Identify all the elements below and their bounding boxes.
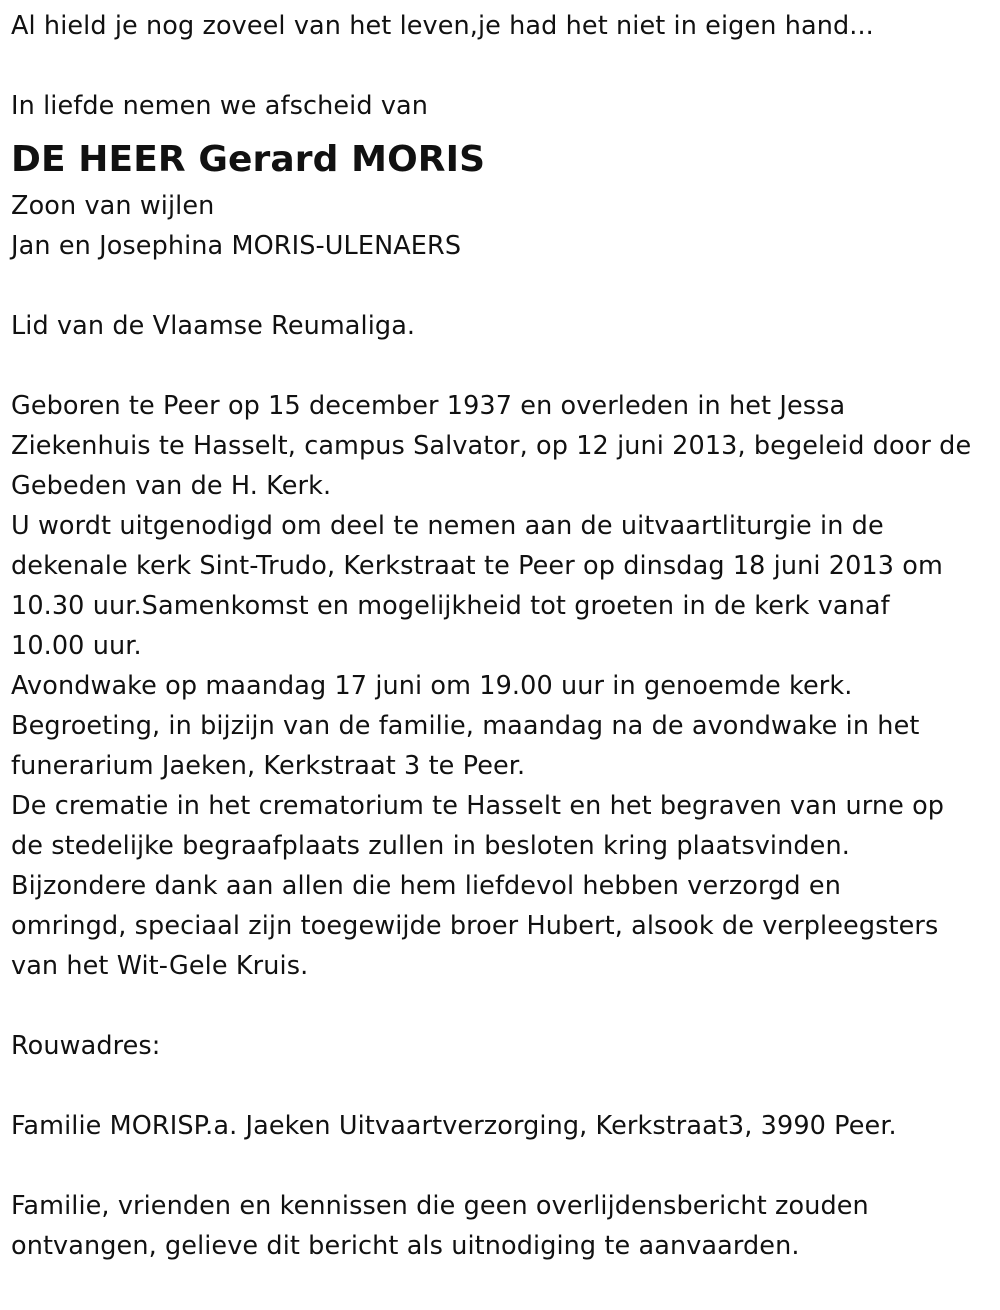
closing-line-1: Familie, vrienden en kennissen die geen overlijdensbericht zouden (11, 1191, 869, 1221)
spacer (11, 1146, 993, 1186)
body-paragraph (11, 386, 993, 986)
body-line: omringd, speciaal zijn toegewijde broer Hubert, alsook de verpleegsters (11, 911, 939, 941)
body-line: van het Wit-Gele Kruis. (11, 951, 309, 981)
body-line: Avondwake op maandag 17 juni om 19.00 uur in genoemde kerk. (11, 671, 853, 701)
parents-line-1: Zoon van wijlen (11, 191, 215, 221)
membership-text: Lid van de Vlaamse Reumaliga. (11, 311, 416, 341)
body-line: 10.00 uur. (11, 631, 142, 661)
body-line: de stedelijke begraafplaats zullen in besloten kring plaatsvinden. (11, 831, 850, 861)
obituary-document (11, 6, 993, 1266)
body-line: Gebeden van de H. Kerk. (11, 471, 332, 501)
opening-quote: Al hield je nog zoveel van het leven,je had het niet in eigen hand... (11, 11, 874, 41)
address-text: Familie MORISP.a. Jaeken Uitvaartverzorging, Kerkstraat3, 3990 Peer. (11, 1111, 897, 1141)
body-line: funerarium Jaeken, Kerkstraat 3 te Peer. (11, 751, 526, 781)
body-line: Geboren te Peer op 15 december 1937 en overleden in het Jessa (11, 391, 846, 421)
closing-line-2: ontvangen, gelieve dit bericht als uitnodiging te aanvaarden. (11, 1231, 800, 1261)
address-label: Rouwadres: (11, 1031, 161, 1061)
body-line: De crematie in het crematorium te Hasselt en het begraven van urne op (11, 791, 945, 821)
spacer (11, 986, 993, 1026)
spacer (11, 46, 993, 86)
spacer (11, 266, 993, 306)
body-line: dekenale kerk Sint-Trudo, Kerkstraat te Peer op dinsdag 18 juni 2013 om (11, 551, 943, 581)
body-line: Ziekenhuis te Hasselt, campus Salvator, op 12 juni 2013, begeleid door de (11, 431, 972, 461)
spacer (11, 346, 993, 386)
body-line: U wordt uitgenodigd om deel te nemen aan de uitvaartliturgie in de (11, 511, 884, 541)
deceased-name: DE HEER Gerard MORIS (11, 139, 486, 180)
spacer (11, 1066, 993, 1106)
body-line: Begroeting, in bijzijn van de familie, maandag na de avondwake in het (11, 711, 920, 741)
body-line: 10.30 uur.Samenkomst en mogelijkheid tot groeten in de kerk vanaf (11, 591, 890, 621)
body-line: Bijzondere dank aan allen die hem liefdevol hebben verzorgd en (11, 871, 841, 901)
parents-line-2: Jan en Josephina MORIS-ULENAERS (11, 231, 462, 261)
intro-text: In liefde nemen we afscheid van (11, 91, 429, 121)
